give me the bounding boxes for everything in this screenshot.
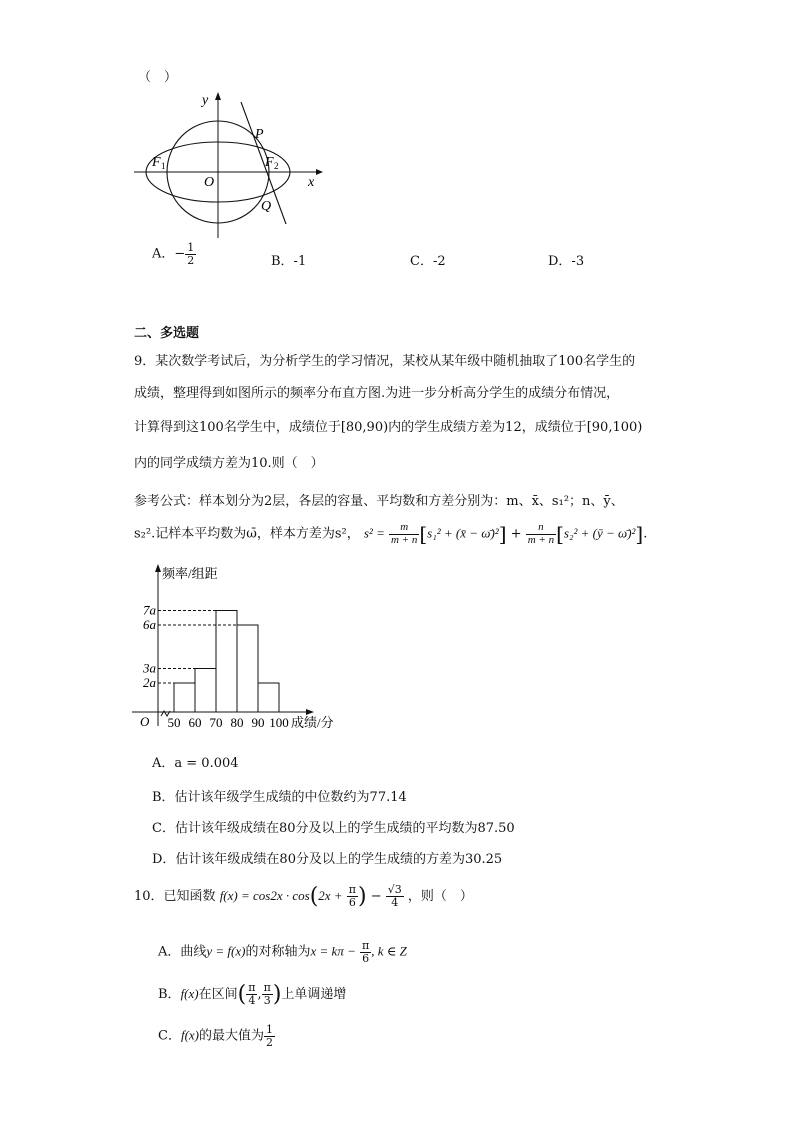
formula-lhs: s² = — [363, 525, 385, 541]
histogram-bar — [195, 669, 216, 713]
y-tick-label: 7a — [143, 602, 156, 618]
formula-term1: s₁² + (x̄ − ω̄)² — [427, 525, 499, 541]
label-f1-sub: 1 — [161, 161, 166, 171]
q10-fx: f(x) = cos2x · cos — [219, 888, 310, 903]
opt-b-tail: 上单调递增 — [281, 987, 347, 1002]
fraction-den: 2 — [187, 253, 195, 267]
formula-end: . — [643, 526, 648, 542]
origin-label: O — [140, 714, 150, 729]
frac-m-num: m — [389, 522, 419, 535]
two-den: 2 — [266, 1035, 274, 1049]
label-o: O — [204, 175, 215, 190]
y-tick-label: 3a — [143, 660, 156, 676]
label-f1: F — [152, 155, 161, 170]
y-axis-label: 频率/组距 — [162, 566, 218, 581]
label-y: y — [202, 93, 209, 108]
q9-ref-line1: 参考公式：样本划分为2层，各层的容量、平均数和方差分别为：m、x̄、s₁²；n、ȳ、 — [134, 494, 624, 509]
frac-n-num: n — [526, 522, 556, 535]
q10-option-c — [158, 1024, 275, 1048]
opt-c-half — [264, 1024, 275, 1048]
q9-ref-line2 — [134, 522, 647, 546]
prev-option-a — [152, 242, 196, 266]
x-axis-arrow — [316, 169, 323, 175]
y-tick-label: 6a — [143, 617, 156, 632]
q10-prefix: 10．已知函数 — [134, 889, 216, 904]
four-den: 4 — [391, 896, 399, 909]
prev-option-b: B．-1 — [271, 254, 307, 269]
opt-a-eq: y = f(x) — [206, 943, 246, 959]
frequency-histogram — [128, 562, 368, 732]
q9-line3: 计算得到这100名学生中，成绩位于[80,90)内的学生成绩方差为12，成绩位于[90,100) — [134, 420, 643, 435]
prev-option-a-sign: − — [174, 246, 186, 262]
opt-c-pre: C． — [158, 1028, 181, 1044]
label-q: Q — [261, 199, 272, 214]
ellipse-circle-figure — [130, 88, 330, 248]
q10-inner: 2x + — [318, 888, 343, 903]
opt-a-pi-over-6 — [360, 940, 371, 964]
frac-n-den: m + n — [527, 533, 555, 546]
six-den: 6 — [348, 896, 356, 909]
prev-option-c: C．-2 — [410, 254, 446, 269]
q10-pi-over-6 — [347, 884, 358, 908]
x-tick-label: 100 — [269, 715, 289, 730]
pi-num: π — [263, 981, 271, 995]
formula-frac-n — [526, 522, 556, 546]
q9-line4: 内的同学成绩方差为10.则（ ） — [134, 456, 324, 471]
opt-b-pi-over-4 — [246, 982, 257, 1006]
q9-line2: 成绩，整理得到如图所示的频率分布直方图.为进一步分析高分学生的成绩分布情况， — [134, 386, 620, 401]
x-tick-label: 80 — [230, 715, 244, 730]
histogram-bar — [216, 611, 237, 713]
label-f2-sub: 2 — [274, 161, 279, 171]
y-axis-arrow — [215, 92, 221, 100]
opt-b-mid: 在区间 — [198, 987, 238, 1002]
bracket-open: [ — [556, 522, 564, 547]
q10-minus: − — [370, 889, 382, 904]
prev-option-d: D．-3 — [548, 254, 585, 269]
prev-option-a-label: A． — [152, 246, 175, 262]
q9-option-b: B．估计该年级学生成绩的中位数约为77.14 — [152, 790, 407, 805]
opt-a-pre: A．曲线 — [158, 944, 207, 960]
four-den: 4 — [248, 994, 256, 1007]
formula-term2: s₂² + (ȳ − ω̄)² — [563, 525, 636, 541]
opt-c-fx: f(x) — [180, 1027, 199, 1043]
opt-b-fx: f(x) — [180, 986, 199, 1001]
opt-b-pre: B． — [158, 987, 181, 1002]
x-tick-label: 70 — [209, 715, 223, 730]
x-tick-label: 60 — [188, 715, 202, 730]
pi-num: π — [348, 883, 356, 897]
six-den: 6 — [362, 951, 370, 965]
question-blank: （ ） — [138, 70, 178, 85]
label-f2: F — [265, 155, 274, 170]
q10-sqrt3-over-4 — [386, 884, 404, 908]
paren-open: ( — [237, 982, 247, 1007]
histogram-bar — [237, 625, 258, 712]
bracket-close: ] — [498, 522, 507, 547]
opt-a-axis: x = kπ − — [310, 943, 356, 959]
q10-option-a — [158, 940, 407, 964]
y-axis-arrow — [155, 564, 161, 572]
pi-num: π — [362, 939, 370, 952]
bracket-close: ] — [635, 522, 644, 547]
prev-option-a-fraction — [185, 242, 196, 266]
q10-stem — [134, 884, 473, 909]
q9-option-a: A．a = 0.004 — [152, 756, 239, 771]
opt-c-mid: 的最大值为 — [199, 1028, 265, 1044]
opt-a-tail: , k ∈ Z — [371, 943, 407, 959]
q10-suffix: ，则（ ） — [407, 889, 473, 904]
q9-option-c: C．估计该年级成绩在80分及以上的学生成绩的平均数为87.50 — [152, 821, 515, 836]
paren-close: ) — [357, 884, 367, 909]
histogram-bar — [258, 683, 279, 712]
frac-m-den: m + n — [390, 533, 418, 546]
one-num: 1 — [266, 1023, 274, 1036]
formula-plus: + — [510, 526, 522, 542]
bracket-open: [ — [419, 522, 428, 547]
x-tick-label: 90 — [251, 715, 265, 730]
section-title: 二、多选题 — [134, 326, 200, 341]
three-den: 3 — [263, 994, 271, 1007]
opt-a-mid: 的对称轴为 — [245, 944, 311, 960]
label-x: x — [308, 175, 315, 190]
q9-option-d: D．估计该年级成绩在80分及以上的学生成绩的方差为30.25 — [152, 852, 503, 867]
histogram-bar — [174, 683, 195, 712]
x-tick-label: 50 — [167, 715, 181, 730]
formula-frac-m — [389, 522, 419, 546]
paren-open: ( — [309, 884, 319, 909]
sqrt3-num: √3 — [387, 883, 402, 897]
opt-b-pi-over-3 — [262, 982, 273, 1006]
ref-line2-text: s₂².记样本平均数为ω̄，样本方差为s²， — [134, 526, 360, 542]
y-tick-label: 2a — [143, 675, 156, 690]
fraction-num: 1 — [187, 241, 195, 254]
q9-line1: 9．某次数学考试后，为分析学生的学习情况，某校从某年级中随机抽取了100名学生的 — [134, 354, 636, 369]
q10-option-b: B．f(x)在区间( $\frac{\pi}{4}$ , $\frac{\pi}{3}$ )上单调递增 — [158, 981, 347, 1007]
x-axis-label: 成绩/分 — [291, 715, 334, 730]
label-p: P — [255, 127, 264, 142]
paren-close: ) — [272, 982, 282, 1007]
pi-num: π — [248, 981, 256, 995]
